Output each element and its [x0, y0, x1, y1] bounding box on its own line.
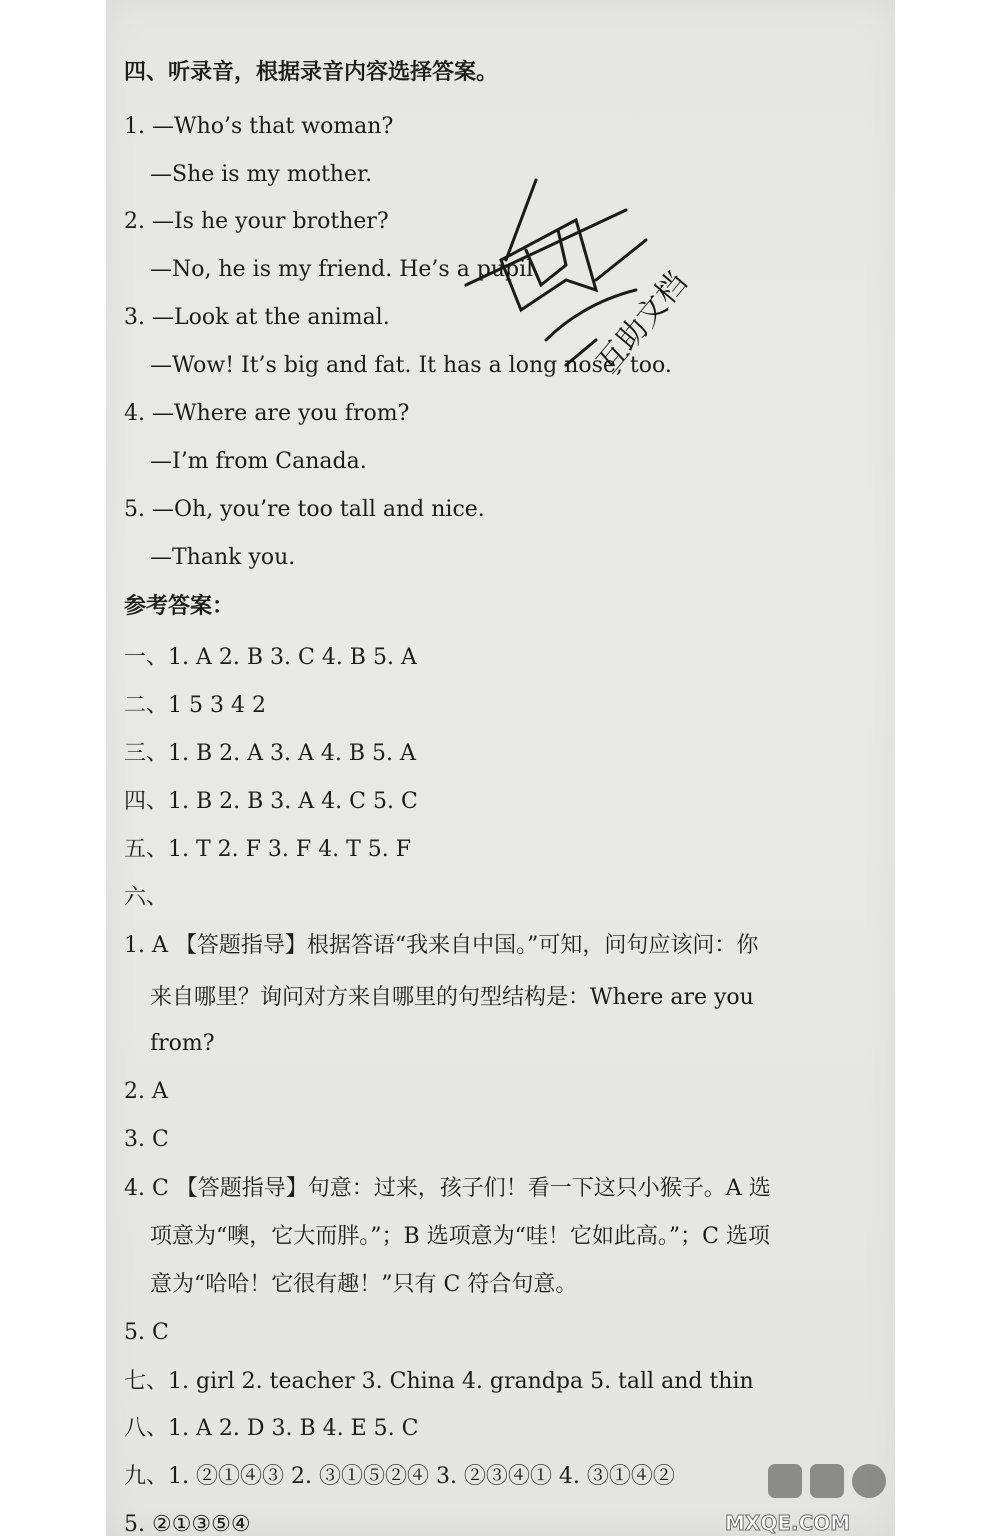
answer-line: 意为“哈哈！它很有趣！”只有 C 符合句意。 [150, 1272, 578, 1297]
dialogue-line: 4. —Where are you from? [124, 401, 410, 426]
dialogue-line: —Wow! It’s big and fat. It has a long nose, too. [150, 353, 672, 378]
answer-line: 九、1. ②①④③ 2. ③①⑤②④ 3. ②③④① 4. ③①④② [124, 1464, 675, 1489]
dialogue-line: 3. —Look at the animal. [124, 305, 390, 330]
answer-line: 4. C 【答题指导】句意：过来，孩子们！看一下这只小猴子。A 选 [124, 1176, 771, 1201]
answer-line: 七、1. girl 2. teacher 3. China 4. grandpa 5. tall and thin [124, 1369, 754, 1394]
answer-line: 3. C [124, 1127, 169, 1152]
answer-line: 二、1 5 3 4 2 [124, 693, 266, 718]
dialogue-line: —She is my mother. [150, 162, 373, 187]
dialogue-line: 2. —Is he your brother? [124, 209, 389, 234]
answer-line: 5. ②①③⑤④ [124, 1512, 251, 1536]
answer-page [106, 0, 895, 1536]
dialogue-line: 5. —Oh, you’re too tall and nice. [124, 497, 485, 522]
answer-line: 项意为“噢，它大而胖。”；B 选项意为“哇！它如此高。”；C 选项 [150, 1224, 770, 1249]
answer-line: 八、1. A 2. D 3. B 4. E 5. C [124, 1416, 419, 1441]
answer-line: 5. C [124, 1320, 169, 1345]
answer-line: 来自哪里？询问对方来自哪里的句型结构是：Where are you [150, 985, 754, 1010]
answer-line: 四、1. B 2. B 3. A 4. C 5. C [124, 789, 418, 814]
dialogue-line: —I’m from Canada. [150, 449, 367, 474]
answer-line: 1. A 【答题指导】根据答语“我来自中国。”可知，问句应该问：你 [124, 933, 759, 958]
watermark-logo [715, 1456, 895, 1536]
stamp-logo [446, 170, 706, 410]
stamp-drawing [446, 170, 706, 410]
answers-title: 参考答案： [124, 594, 235, 619]
answer-line: 2. A [124, 1079, 168, 1104]
stamp-text: 互助文档 [590, 265, 695, 381]
answer-line: from? [150, 1031, 215, 1056]
section-4-title: 四、听录音，根据录音内容选择答案。 [124, 60, 499, 85]
answer-line: 一、1. A 2. B 3. C 4. B 5. A [124, 645, 417, 670]
dialogue-line: 1. —Who’s that woman? [124, 114, 394, 139]
watermark-drawing [715, 1456, 895, 1536]
answer-line: 六、 [124, 885, 169, 910]
answer-line: 五、1. T 2. F 3. F 4. T 5. F [124, 837, 412, 862]
answer-line: 三、1. B 2. A 3. A 4. B 5. A [124, 741, 416, 766]
dialogue-line: —Thank you. [150, 545, 296, 570]
watermark-text: MXQE.COM [725, 1511, 851, 1535]
dialogue-line: —No, he is my friend. He’s a pupil. [150, 257, 541, 282]
